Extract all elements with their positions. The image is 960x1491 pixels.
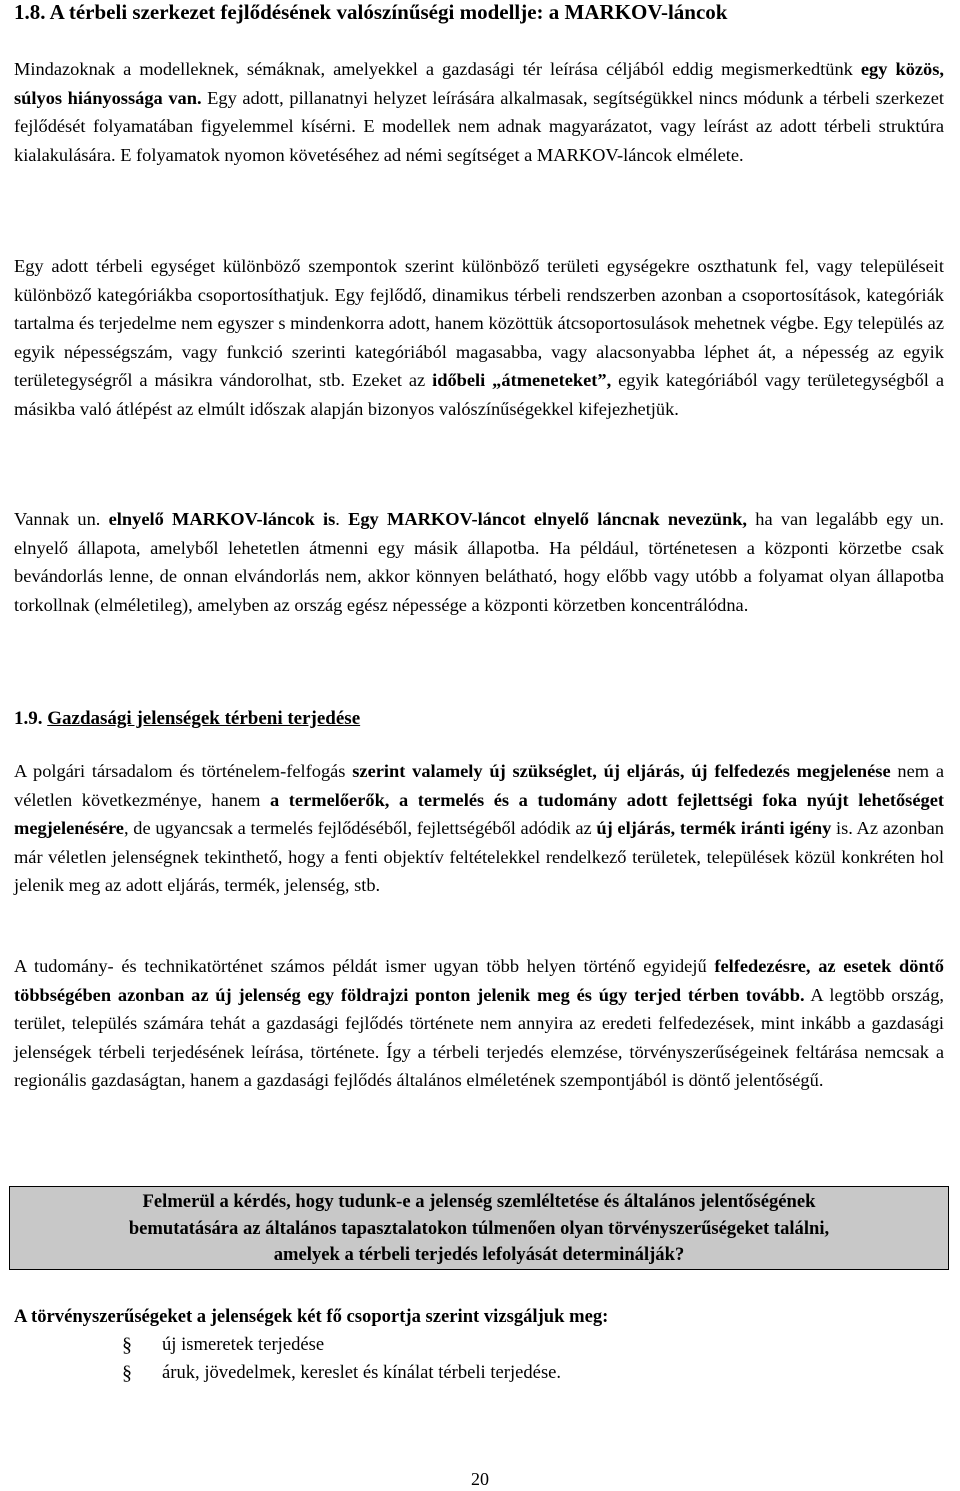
text-run: is. Az azonban már véletlen jelenségnek tekinthető, hogy a fenti objektív feltételekkel rendelkező területek, települések közül konkréten hol jelenik meg az adott eljárás, termék, jelenség, stb. (14, 818, 944, 895)
section-number: 1.9. (14, 708, 48, 729)
list-item-text: új ismeretek terjedése (162, 1334, 325, 1355)
section-title: Gazdasági jelenségek térbeni terjedése (47, 708, 361, 729)
paragraph-2 (14, 252, 944, 423)
text-run: ha van legalább egy un. elnyelő állapota, amelyből lehetetlen átmenni egy másik állapotba. Ha például, történetesen a központi körzetbe csak bevándorlás lenne, de onnan elvándorlás nem, akkor könnyen belátható, hogy előbb vagy utóbb a folyamat olyan állapotba torkollnak (elméletileg), amelyben az ország egész népessége a központi körzetben koncentrálódna. (14, 509, 944, 615)
list-item-text: áruk, jövedelmek, kereslet és kínálat térbeli terjedése. (162, 1362, 562, 1383)
bullet-list (122, 1331, 922, 1387)
bold-run: a termelőerők, a termelés és a tudomány adott fejlettségi foka nyújt lehetőséget megjelenésére (14, 789, 944, 838)
section-sign-icon: § (122, 1362, 132, 1384)
section-heading-1-9 (14, 706, 944, 732)
paragraph-5 (14, 952, 944, 1095)
text-run: nem a véletlen következménye, hanem (14, 761, 945, 810)
list-intro: A törvényszerűségeket a jelenségek két fő csoportja szerint vizsgáljuk meg: (14, 1306, 609, 1327)
page-number: 20 (471, 1469, 489, 1489)
text-run: Vannak un. (14, 509, 109, 529)
list-item (122, 1331, 922, 1359)
bold-run: szerint valamely új szükséglet, új eljárás, új felfedezés megjelenése (352, 761, 891, 781)
bold-run: egy közös, súlyos hiányossága van. (14, 59, 944, 108)
text-run: A polgári társadalom és történelem-felfogás (14, 761, 353, 781)
list-item (122, 1359, 922, 1387)
text-run: egyik kategóriából vagy területegységből a másikba való átlépést az elmúlt időszak alapján bizonyos valószínűségekkel kifejezhetjük. (14, 370, 944, 419)
text-run: . (335, 509, 349, 529)
text-run: Egy adott, pillanatnyi helyzet leírására alkalmasak, segítségükkel nincs módunk a térbeli szerkezet fejlődését folyamatában figyelemmel kísérni. E modellek nem adnak magyarázatot, vagy leírást az adott térbeli struktúra kialakulására. E folyamatok nyomon követéséhez ad némi segítséget a MARKOV-láncok elmélete. (14, 87, 944, 165)
paragraph-1 (14, 55, 944, 169)
question-line: amelyek a térbeli terjedés lefolyását determinálják? (273, 1244, 685, 1265)
text-run: Mindazoknak a modelleknek, sémáknak, amelyekkel a gazdasági tér leírása céljából eddig megismerkedtünk (14, 59, 861, 79)
text-run: A tudomány- és technikatörténet számos példát ismer ugyan több helyen történő egyidejű (14, 956, 715, 976)
text-run: , de ugyancsak a termelés fejlődéséből, fejlettségéből adódik az (123, 818, 597, 838)
section-sign-icon: § (122, 1334, 132, 1356)
paragraph-3 (14, 505, 944, 619)
bold-run: Egy MARKOV-láncot elnyelő láncnak nevezünk, (348, 509, 748, 529)
question-line: Felmerül a kérdés, hogy tudunk-e a jelenség szemléltetése és általános jelentőségének (142, 1191, 816, 1212)
highlighted-question-box (9, 1186, 949, 1270)
bold-run: elnyelő MARKOV-láncok is (108, 509, 336, 529)
bold-run: felfedezésre, az esetek döntő többségében azonban az új jelenség egy földrajzi ponton jelenik meg és úgy terjed térben tovább. (14, 956, 944, 1005)
bold-run: új eljárás, termék iránti igény (596, 818, 832, 838)
question-line: bemutatására az általános tapasztalatokon túlmenően olyan törvényszerűségeket találni, (128, 1217, 830, 1239)
paragraph-4 (14, 757, 944, 900)
text-run: A legtöbb ország, terület, település számára tehát a gazdasági fejlődés története nem annyira az eredeti felfedezések, mint inkább a gazdasági jelenségek térbeli terjedésének leírása, története. Így a térbeli terjedés elemzése, törvényszerűségeinek feltárása nemcsak a regionális gazdaságtan, hanem a gazdasági fejlődés általános elméletének szempontjából is döntő jelentőségű. (14, 984, 944, 1090)
text-run: Egy adott térbeli egységet különböző szempontok szerint különböző területi egységekre oszthatunk fel, vagy településeit különböző kategóriákba csoportosíthatjuk. Egy fejlődő, dinamikus térbeli rendszerben azonban a csoportosítások, kategóriák tartalma és terjedelme nem egyszer s mindenkorra adott, hanem közöttük átcsoportosulások mehetnek végbe. Egy település az egyik népességszám, vagy funkció szerinti kategóriából magasabba, vagy alacsonyabba léphet át, a népesség az egyik területegységről a másikra vándorolhat, stb. Ezeket az (14, 256, 944, 390)
section-heading-1-8: 1.8. A térbeli szerkezet fejlődésének valószínűségi modellje: a MARKOV-láncok (14, 0, 728, 24)
bold-run: időbeli „átmeneteket”, (432, 370, 612, 390)
